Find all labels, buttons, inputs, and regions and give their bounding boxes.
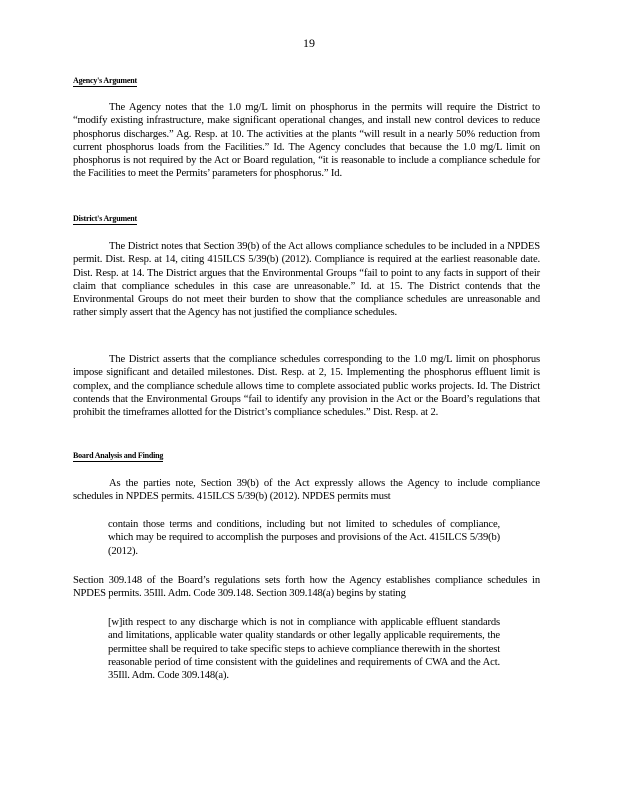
heading-board-analysis: Board Analysis and Finding — [73, 451, 164, 460]
quote-text: [w]ith respect to any discharge which is not in compliance with applicable effluent standards and limitations, applicable water quality standards or other legally applicable requirements, the permittee shall be required to take specific steps to achieve compliance therewith in the shortest reasonable period of time consistent with the guidelines and requirements of CWA and the Act. 35Ill. Adm. Code 309.148(a). — [108, 617, 500, 682]
paragraph-text: The District asserts that the compliance schedules corresponding to the 1.0 mg/L limit on phosphorus impose significant and detailed milestones. Dist. Resp. at 2, 15. Implementing the phosphorus effluent limit is complex, and the compliance schedule allows time to complete associated public works projects. Id. The District contends that the Environmental Groups “fail to identify any provision in the Act or the Board’s regulations that prohibit the timeframes allotted for the District’s compliance schedules.” Dist. Resp. at 2. — [73, 354, 540, 419]
paragraph-text: Section 309.148 of the Board’s regulations sets forth how the Agency establishes compliance schedules in NPDES permits. 35Ill. Adm. Code 309.148. Section 309.148(a) begins by stating — [73, 575, 540, 600]
quote-text: contain those terms and conditions, including but not limited to schedules of compliance, which may be required to accomplish the purposes and provisions of the Act. 415ILCS 5/39(b) (2012). — [108, 519, 500, 557]
paragraph-district-1 — [73, 240, 540, 320]
paragraph-board-2 — [73, 574, 540, 601]
paragraph-text: The Agency notes that the 1.0 mg/L limit on phosphorus in the permits will require the District to “modify existing infrastructure, make significant operational changes, and install new control devices to reduce phosphorus discharges.” Ag. Resp. at 10. The activities at the plants “will result in a nearly 50% reduction from current phosphorus loads from the Facilities.” Id. The Agency concludes that because the 1.0 mg/L limit on phosphorus is not required by the Act or Board regulation, “it is reasonable to include a compliance schedule for the Facilities to meet the Permits’ parameters for phosphorus.” Id. — [73, 102, 540, 180]
paragraph-text: As the parties note, Section 39(b) of the Act expressly allows the Agency to include compliance schedules in NPDES permits. 415ILCS 5/39(b) (2012). NPDES permits must — [73, 478, 540, 503]
paragraph-agency-argument — [73, 101, 540, 181]
page-number: 19 — [303, 36, 315, 50]
block-quote-1 — [108, 518, 500, 558]
paragraph-district-2 — [73, 353, 540, 419]
paragraph-text: The District notes that Section 39(b) of the Act allows compliance schedules to be included in a NPDES permit. Dist. Resp. at 14, citing 415ILCS 5/39(b) (2012). Compliance is required at the earliest reasonable date. Dist. Resp. at 14. The District argues that the Environmental Groups “fail to point to any facts in support of their claim that compliance schedules in this case are unreasonable.” Id. at 15. The District contends that the Environmental Groups do not meet their burden to show that the compliance schedules are unreasonable and rather simply assert that the Agency has not justified the compliance schedules. — [73, 241, 540, 319]
heading-agency-argument: Agency's Argument — [73, 76, 137, 85]
block-quote-2 — [108, 616, 500, 682]
paragraph-board-1 — [73, 477, 540, 504]
heading-district-argument: District's Argument — [73, 214, 137, 223]
